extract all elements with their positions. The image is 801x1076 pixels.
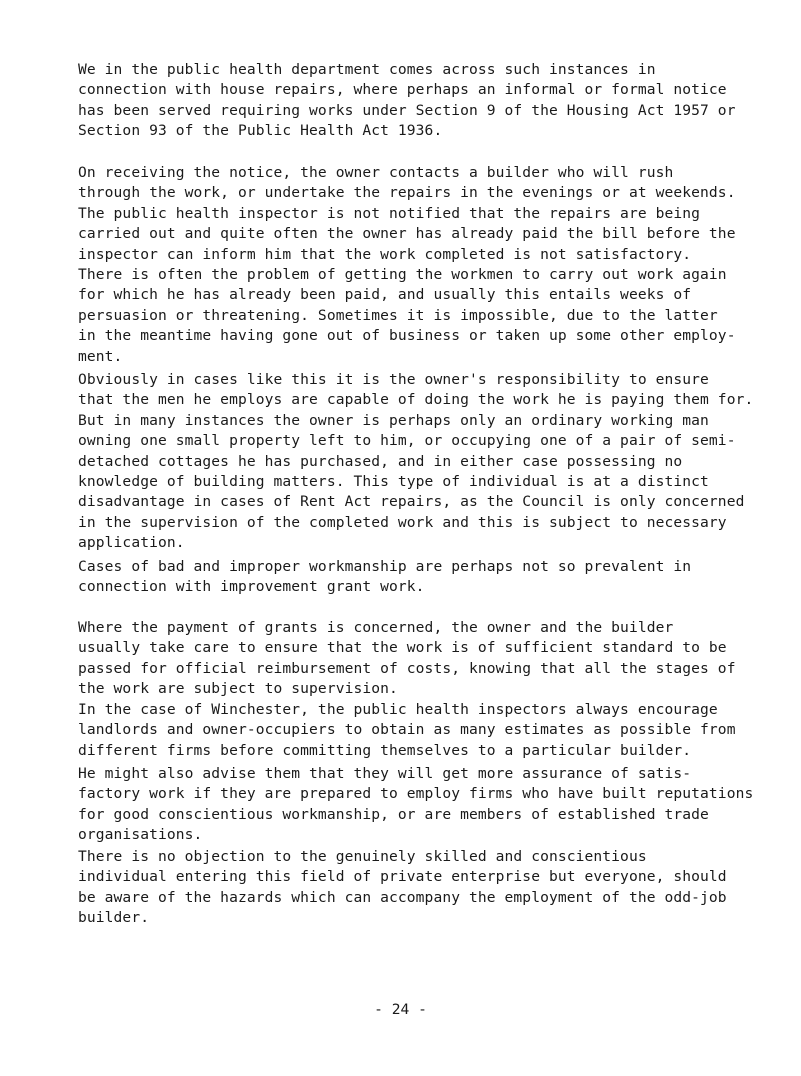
paragraph-payment-of-grants: Where the payment of grants is concerned, the owner and the builder usually take care to ensure that the work is of sufficient standard to be passed for official reimbursement of costs, knowing that all the stages of the work are subject to supervision.	[78, 619, 736, 698]
page-number: - 24 -	[374, 1001, 427, 1018]
paragraph-house-repairs: We in the public health department comes across such instances in connection with house repairs, where perhaps an informal or formal notice has been served requiring works under Section 9 of the Housing Act 1957 or Section 93 of the Public Health Act 1936.	[78, 61, 736, 140]
paragraph-owner-contacts-builder: On receiving the notice, the owner contacts a builder who will rush through the work, or undertake the repairs in the evenings or at weekends. The public health inspector is not notified that the repairs are being carried out and quite often the owner has already paid the bill before the inspector can inform him that the work completed is not satisfactory. There is often the problem of getting the workmen to carry out work again for which he has already been paid, and usually this entails weeks of persuasion or threatening. Sometimes it is impossible, due to the latter in the meantime having gone out of business or taken up some other employ- ment.	[78, 164, 736, 365]
paragraph-winchester-estimates: In the case of Winchester, the public health inspectors always encourage landlords and owner-occupiers to obtain as many estimates as possible from different firms before committing themselves to a particular builder.	[78, 701, 736, 759]
paragraph-improvement-grant: Cases of bad and improper workmanship are perhaps not so prevalent in connection with improvement grant work.	[78, 558, 692, 596]
paragraph-odd-job-builder: There is no objection to the genuinely skilled and conscientious individual entering this field of private enterprise but everyone, should be aware of the hazards which can accompany the employment of the odd-job builder.	[78, 848, 727, 927]
paragraph-owner-responsibility: Obviously in cases like this it is the owner's responsibility to ensure that the men he employs are capable of doing the work he is paying them for. But in many instances the owner is perhaps only an ordinary working man owning one small property left to him, or occupying one of a pair of semi- detached cottages he has purchased, and in either case possessing no knowledge of building matters. This type of individual is at a distinct disadvantage in cases of Rent Act repairs, as the Council is only concerned in the supervision of the completed work and this is subject to necessary application.	[78, 371, 754, 552]
paragraph-satisfactory-work: He might also advise them that they will get more assurance of satis- factory work if they are prepared to employ firms who have built reputations for good conscientious workmanship, or are members of established trade organisations.	[78, 765, 754, 844]
